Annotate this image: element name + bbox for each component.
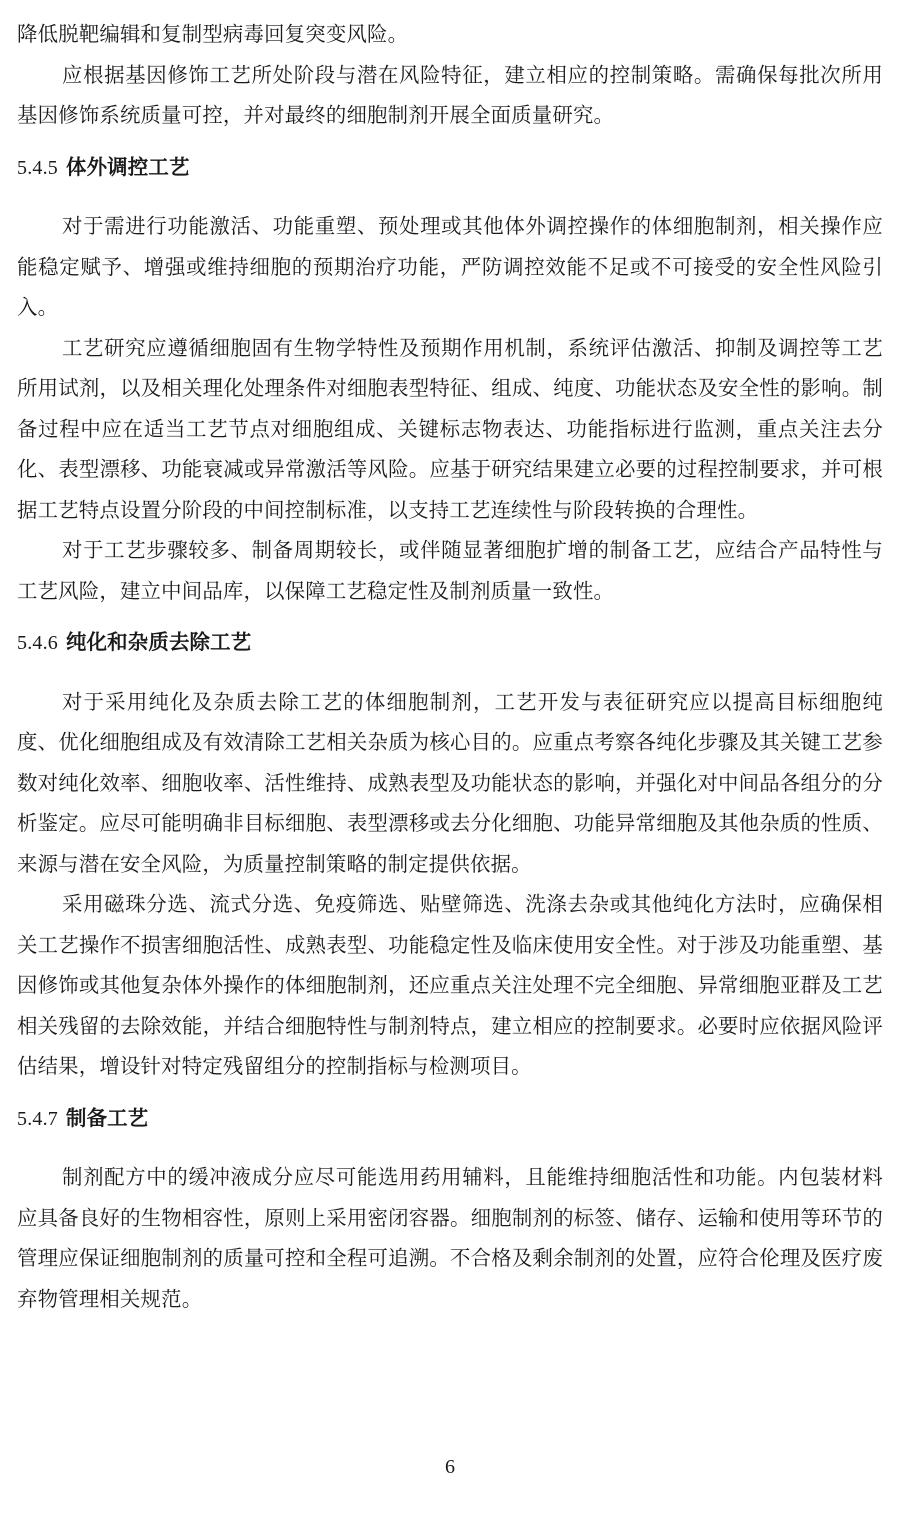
paragraph-5-4-6-2: 采用磁珠分选、流式分选、免疫筛选、贴壁筛选、洗涤去杂或其他纯化方法时，应确保相关工艺操作不损害细胞活性、成熟表型、功能稳定性及临床使用安全性。对于涉及功能重塑、基因修饰或其他复杂体外操作的体细胞制剂，还应重点关注处理不完全细胞、异常细胞亚群及工艺相关残留的去除效能，并结合细胞特性与制剂特点，建立相应的控制要求。必要时应依据风险评估结果，增设针对特定残留组分的控制指标与检测项目。 [17,892,883,1078]
paragraph-5-4-5-3: 对于工艺步骤较多、制备周期较长，或伴随显著细胞扩增的制备工艺，应结合产品特性与工艺风险，建立中间品库，以保障工艺稳定性及制剂质量一致性。 [17,538,883,603]
section-number: 5.4.5 [17,156,58,179]
paragraph-5-4-6-1: 对于采用纯化及杂质去除工艺的体细胞制剂，工艺开发与表征研究应以提高目标细胞纯度、优化细胞组成及有效清除工艺相关杂质为核心目的。应重点考察各纯化步骤及其关键工艺参数对纯化效率、细胞收率、活性维持、成熟表型及功能状态的影响，并强化对中间品各组分的分析鉴定。应尽可能明确非目标细胞、表型漂移或去分化细胞、功能异常细胞及其他杂质的性质、来源与潜在安全风险，为质量控制策略的制定提供依据。 [17,689,883,876]
paragraph-intro-control-strategy: 应根据基因修饰工艺所处阶段与潜在风险特征，建立相应的控制策略。需确保每批次所用基因修饰系统质量可控，并对最终的细胞制剂开展全面质量研究。 [17,62,883,127]
section-heading-5-4-5 [17,147,883,189]
section-title: 纯化和杂质去除工艺 [66,630,252,654]
paragraph-intro-continuation: 降低脱靶编辑和复制型病毒回复突变风险。 [17,22,409,46]
section-heading-5-4-6 [17,622,883,664]
paragraph-5-4-5-1: 对于需进行功能激活、功能重塑、预处理或其他体外调控操作的体细胞制剂，相关操作应能稳定赋予、增强或维持细胞的预期治疗功能，严防调控效能不足或不可接受的安全性风险引入。 [17,214,883,319]
paragraph-5-4-7-1: 制剂配方中的缓冲液成分应尽可能选用药用辅料，且能维持细胞活性和功能。内包装材料应具备良好的生物相容性，原则上采用密闭容器。细胞制剂的标签、储存、运输和使用等环节的管理应保证细胞制剂的质量可控和全程可追溯。不合格及剩余制剂的处置，应符合伦理及医疗废弃物管理相关规范。 [17,1165,883,1311]
page-number: 6 [445,1456,455,1478]
section-number: 5.4.6 [17,632,58,654]
paragraph-5-4-5-2: 工艺研究应遵循细胞固有生物学特性及预期作用机制，系统评估激活、抑制及调控等工艺所用试剂，以及相关理化处理条件对细胞表型特征、组成、纯度、功能状态及安全性的影响。制备过程中应在适当工艺节点对细胞组成、关键标志物表达、功能指标进行监测，重点关注去分化、表型漂移、功能衰减或异常激活等风险。应基于研究结果建立必要的过程控制要求，并可根据工艺特点设置分阶段的中间控制标准，以支持工艺连续性与阶段转换的合理性。 [17,335,883,522]
section-title: 体外调控工艺 [66,154,190,179]
document-page [17,22,883,1319]
section-heading-5-4-7 [17,1098,883,1140]
section-number: 5.4.7 [17,1107,58,1130]
section-title: 制备工艺 [66,1105,149,1130]
